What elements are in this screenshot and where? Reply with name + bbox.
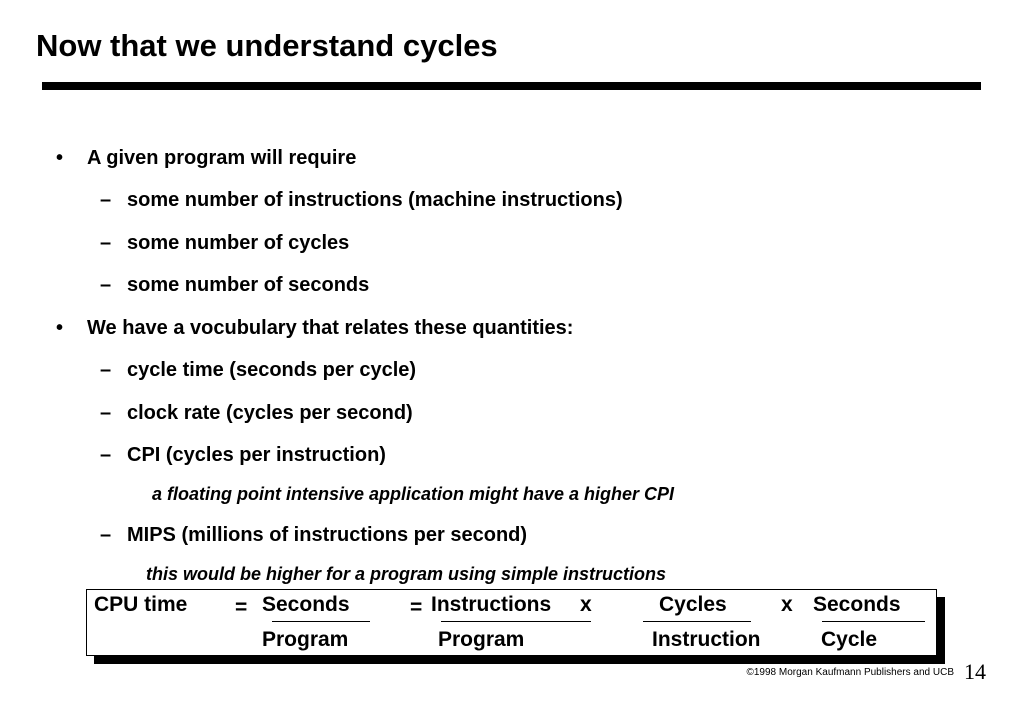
- dash-icon: –: [100, 274, 112, 296]
- title-underline: [42, 82, 981, 90]
- fraction-bar: [643, 621, 751, 622]
- dash-icon: –: [100, 402, 112, 424]
- list-item: cycle time (seconds per cycle): [127, 359, 417, 381]
- fraction-numerator: Instructions: [431, 593, 552, 616]
- fraction-bar: [822, 621, 925, 622]
- fraction-denominator: Cycle: [821, 628, 878, 651]
- list-note: this would be higher for a program using simple instructions: [146, 564, 667, 584]
- fraction-numerator: Seconds: [262, 593, 350, 616]
- copyright-icon: ©: [746, 667, 754, 678]
- list-item: some number of instructions (machine instructions): [127, 189, 623, 211]
- page-number: 14: [964, 659, 986, 684]
- dash-icon: –: [100, 444, 112, 466]
- formula-times: x: [580, 593, 592, 616]
- list-item: CPI (cycles per instruction): [127, 444, 386, 466]
- list-item: We have a vocubulary that relates these quantities:: [87, 317, 574, 339]
- list-item: some number of cycles: [127, 232, 350, 254]
- dash-icon: –: [100, 189, 112, 211]
- fraction-numerator: Seconds: [813, 593, 901, 616]
- copyright-text: 1998 Morgan Kaufmann Publishers and UCB: [753, 667, 954, 678]
- list-item: A given program will require: [87, 147, 357, 169]
- list-item: MIPS (millions of instructions per second): [127, 524, 528, 546]
- copyright-footer: [747, 666, 955, 680]
- list-item: some number of seconds: [127, 274, 370, 296]
- fraction-bar: [272, 621, 370, 622]
- bullet-icon: •: [56, 317, 64, 339]
- slide-title: Now that we understand cycles: [36, 28, 498, 63]
- fraction-bar: [441, 621, 591, 622]
- formula-lhs: CPU time: [94, 593, 188, 616]
- dash-icon: –: [100, 232, 112, 254]
- dash-icon: –: [100, 524, 112, 546]
- list-item: clock rate (cycles per second): [127, 402, 413, 424]
- formula-equals: =: [235, 596, 248, 619]
- fraction-denominator: Program: [262, 628, 349, 651]
- list-note: a floating point intensive application might have a higher CPI: [152, 484, 675, 504]
- fraction-denominator: Program: [438, 628, 525, 651]
- bullet-icon: •: [56, 147, 64, 169]
- fraction-denominator: Instruction: [652, 628, 761, 651]
- dash-icon: –: [100, 359, 112, 381]
- formula-times: x: [781, 593, 793, 616]
- fraction-numerator: Cycles: [659, 593, 727, 616]
- formula-equals: =: [410, 596, 423, 619]
